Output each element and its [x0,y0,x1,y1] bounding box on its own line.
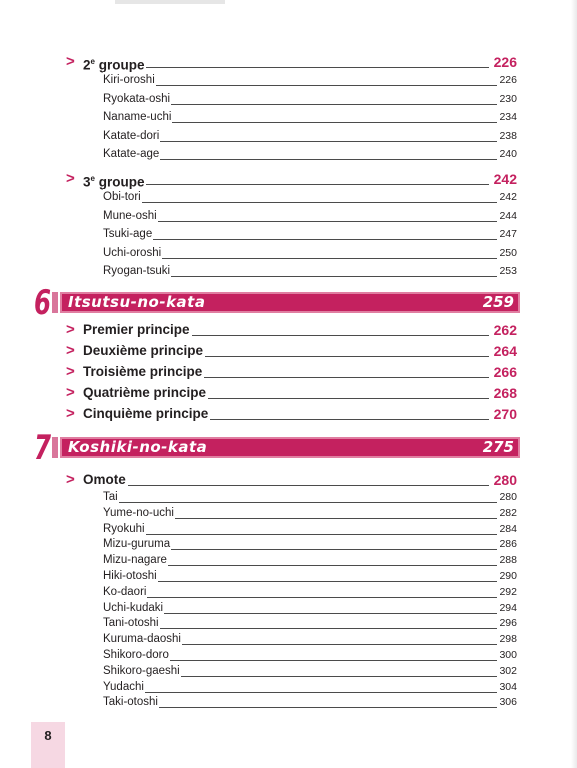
dot-leader [140,67,489,68]
chevron-right-icon: > [66,384,75,401]
toc-item-label: Mizu-guruma [103,536,171,553]
toc-item-label: Mizu-nagare [103,552,168,569]
toc-item[interactable] [0,109,577,127]
toc-item-page: 290 [499,570,517,582]
toc-item-page: 286 [499,538,517,551]
chapter-7-header[interactable] [34,428,520,468]
dot-leader [103,707,497,708]
principle-title: Troisième principe [83,364,203,379]
toc-item-page: 288 [499,554,517,567]
toc-group-3[interactable] [0,170,577,188]
chapter-number: 7 [34,428,52,468]
toc-item-label: Hiki-otoshi [103,568,158,585]
toc-item-page: 296 [499,617,517,630]
toc-item-label: Kuruma-daoshi [103,631,182,648]
toc-item-label: Taki-otoshi [103,694,159,711]
toc-item-label: Uchi-oroshi [103,245,162,262]
toc-group-omote[interactable] [0,471,577,489]
toc-item-label: Ko-daori [103,584,147,601]
toc-item-label: Kiri-oroshi [103,72,156,89]
toc-item-label: Ryokata-oshi [103,91,171,108]
toc-principle[interactable] [0,384,577,402]
toc-item[interactable] [0,146,577,164]
chapter-page-number: 259 [482,293,514,311]
toc-item-page: 284 [499,522,517,535]
chevron-right-icon: > [66,363,75,380]
group-page-number: 226 [493,54,517,70]
toc-item-label: Ryokuhi [103,521,146,538]
principle-title: Cinquième principe [83,406,209,421]
dot-leader [103,534,497,535]
chapter-title: Itsutsu-no-kata [68,293,206,311]
group-title: Omote [83,472,126,487]
toc-principle[interactable] [0,363,577,381]
toc-item-page: 298 [499,633,517,646]
chapter-6-header[interactable] [34,283,520,323]
toc-item[interactable] [0,263,577,281]
principle-title: Quatrième principe [83,385,207,400]
toc-item-page: 247 [499,228,517,240]
chevron-right-icon: > [66,342,75,359]
toc-item-page: 240 [499,148,517,160]
chevron-right-icon: > [66,471,75,488]
principle-page-number: 262 [493,322,517,338]
toc-item-page: 302 [499,664,517,677]
dot-leader [103,692,497,693]
dot-leader [103,502,497,503]
dot-leader [103,628,497,629]
principle-title: Deuxième principe [83,343,204,358]
toc-item-page: 306 [499,696,517,709]
dot-leader [103,239,497,240]
toc-item[interactable] [0,226,577,244]
toc-item[interactable] [0,91,577,109]
toc-item-page: 234 [499,111,517,123]
principle-page-number: 266 [493,364,517,380]
group-title: 2e groupe [83,53,146,75]
toc-item[interactable] [0,72,577,90]
toc-item-page: 294 [499,601,517,614]
toc-item-label: Obi-tori [103,189,142,206]
toc-principle[interactable] [0,405,577,423]
chevron-right-icon: > [66,405,75,422]
toc-item-page: 250 [499,246,517,259]
toc-item-label: Shikoro-doro [103,647,170,664]
chevron-right-icon: > [66,321,75,338]
dot-leader [103,597,497,598]
chevron-right-icon: > [66,170,75,187]
toc-item-label: Naname-uchi [103,109,172,126]
toc-item-label: Katate-dori [103,128,160,145]
dot-leader [103,581,497,582]
toc-item-page: 300 [499,649,517,661]
toc-item-label: Tsuki-age [103,226,153,243]
chapter-page-number: 275 [482,438,514,456]
chapter-title: Koshiki-no-kata [68,438,208,456]
toc-item-label: Katate-age [103,146,160,163]
toc-item-label: Mune-oshi [103,208,158,225]
dot-leader [103,141,497,142]
toc-item-label: Tani-otoshi [103,615,160,632]
toc-item-label: Ryogan-tsuki [103,263,171,280]
principle-title: Premier principe [83,322,190,337]
dot-leader [126,485,489,486]
toc-item-page: 230 [499,92,517,105]
toc-item-label: Uchi-kudaki [103,600,164,617]
toc-principle[interactable] [0,321,577,339]
toc-item-page: 253 [499,265,517,277]
chapter-title-bar [60,292,520,313]
toc-principle[interactable] [0,342,577,360]
group-page-number: 280 [493,472,517,488]
chapter-title-bar [60,437,520,458]
group-title: 3e groupe [83,170,146,192]
toc-item-label: Shikoro-gaeshi [103,663,181,680]
dot-leader [140,335,489,336]
dot-leader [103,85,497,86]
toc-item-page: 226 [499,74,517,86]
toc-item[interactable] [0,208,577,226]
toc-item[interactable] [0,694,577,712]
toc-item-page: 280 [499,491,517,503]
toc-item-label: Tai [103,489,119,506]
chapter-number: 6 [34,283,52,323]
toc-item-page: 238 [499,129,517,142]
toc-item-label: Yume-no-uchi [103,505,175,522]
toc-item-page: 292 [499,585,517,598]
toc-item[interactable] [0,245,577,263]
toc-item-page: 282 [499,506,517,519]
toc-item-label: Yudachi [103,679,145,696]
dot-leader [103,221,497,222]
dot-leader [140,184,489,185]
chevron-right-icon: > [66,53,75,70]
page-number-tab [31,722,65,768]
toc-item-page: 242 [499,191,517,203]
page-number: 8 [44,728,52,743]
toc-group-2[interactable] [0,53,577,71]
toc-item[interactable] [0,128,577,146]
principle-page-number: 264 [493,343,517,359]
toc-item-page: 244 [499,209,517,222]
principle-page-number: 268 [493,385,517,401]
top-bleed-mark [115,0,225,4]
group-page-number: 242 [493,171,517,187]
toc-item[interactable] [0,189,577,207]
toc-item-page: 304 [499,680,517,693]
principle-page-number: 270 [493,406,517,422]
dot-leader [103,159,497,160]
dot-leader [103,202,497,203]
